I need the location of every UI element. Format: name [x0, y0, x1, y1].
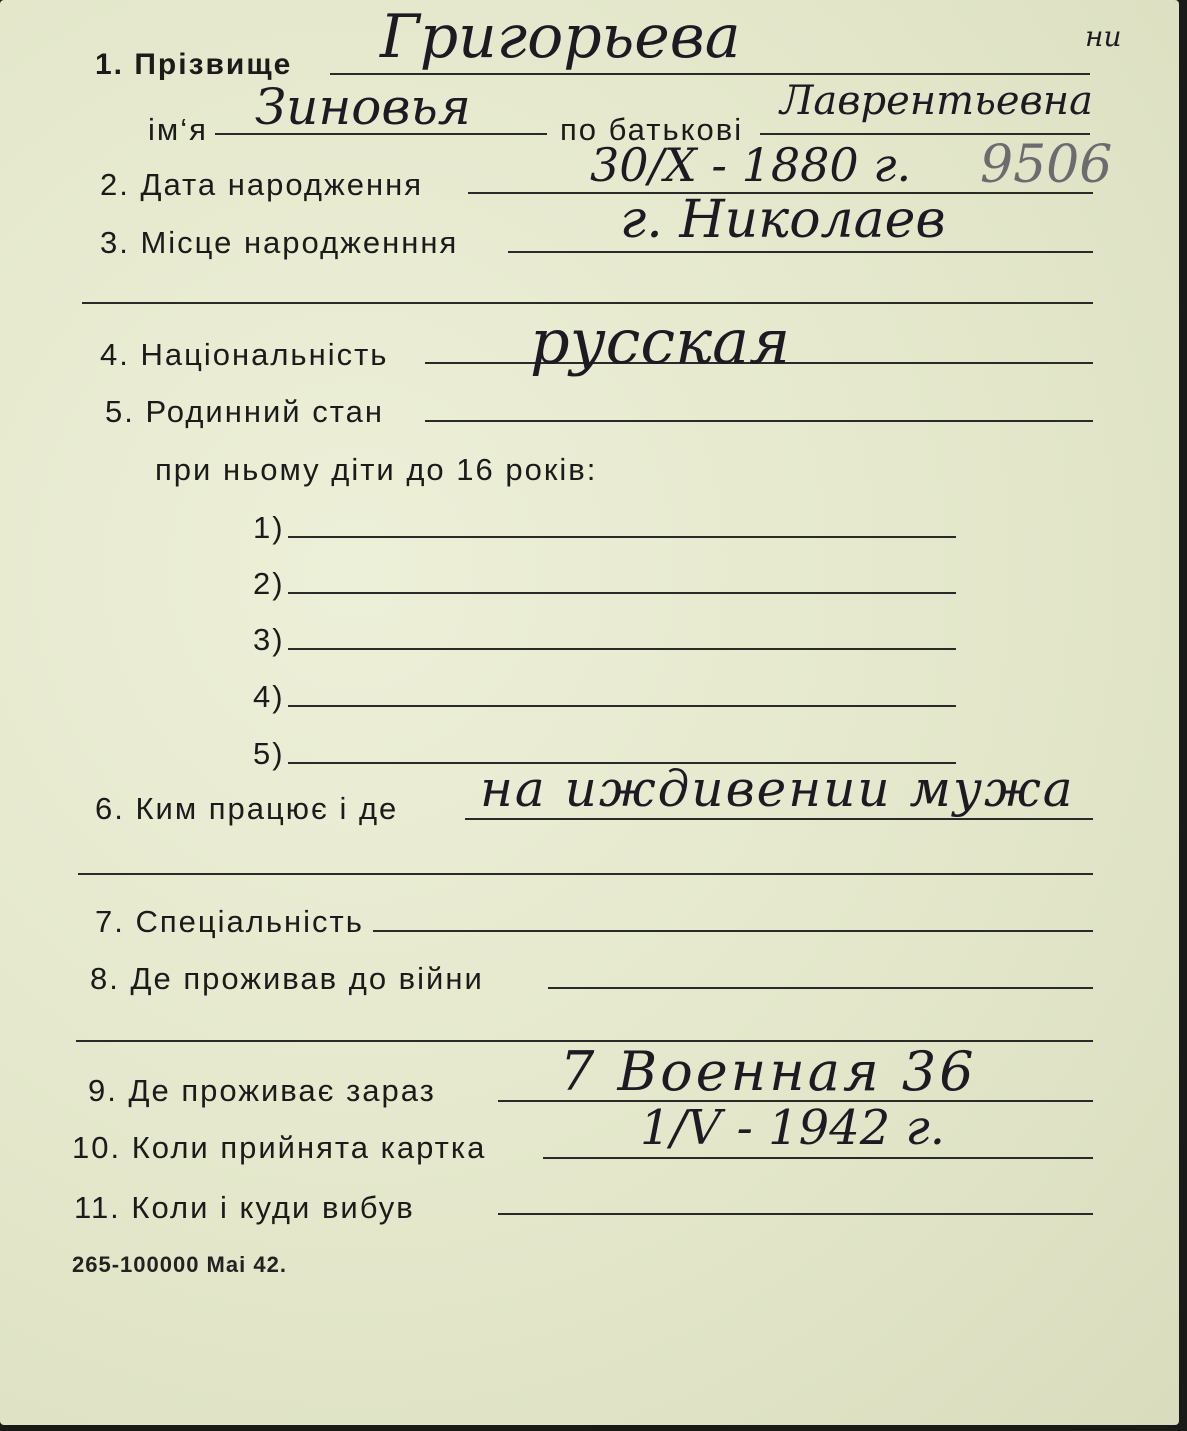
departure-line — [498, 1213, 1093, 1215]
marital-status-label: 5. Родинний стан — [105, 394, 384, 429]
prewar-residence-label: 8. Де проживав до війни — [90, 961, 484, 996]
occupation-line-2 — [78, 873, 1093, 875]
nationality-value: русская — [530, 305, 791, 378]
prewar-residence-line — [548, 987, 1093, 989]
birth-place-line — [508, 251, 1093, 253]
birth-place-label: 3. Місце народженння — [100, 225, 459, 260]
birth-date-extra: 9506 — [980, 135, 1113, 195]
card-accepted-value: 1/V - 1942 г. — [640, 1100, 946, 1156]
surname-label: 1. Прізвище — [95, 48, 293, 81]
first-name-value: Зиновья — [255, 78, 471, 136]
patronymic-label: по батькові — [560, 112, 744, 147]
card-accepted-line — [543, 1157, 1093, 1159]
child-4-line — [288, 705, 956, 707]
departure-label: 11. Коли і куди вибув — [74, 1190, 415, 1225]
specialty-label: 7. Спеціальність — [95, 904, 364, 939]
child-2-label: 2) — [253, 566, 285, 601]
child-5-label: 5) — [253, 736, 285, 771]
print-code: 265-100000 Mai 42. — [72, 1252, 287, 1277]
surname-mark: ни — [1085, 20, 1122, 53]
patronymic-value: Лаврентьевна — [780, 78, 1093, 124]
children-label: при ньому діти до 16 років: — [155, 452, 598, 487]
child-1-label: 1) — [253, 510, 285, 545]
nationality-label: 4. Національність — [100, 337, 389, 372]
child-2-line — [288, 592, 956, 594]
marital-status-line — [425, 420, 1093, 422]
current-residence-label: 9. Де проживає зараз — [88, 1073, 436, 1108]
birth-place-value: г. Николаев — [620, 190, 946, 250]
birth-place-line-2 — [82, 302, 1093, 304]
specialty-line — [373, 930, 1093, 932]
birth-date-value: 30/X - 1880 г. — [590, 138, 912, 192]
child-3-line — [288, 648, 956, 650]
surname-line — [330, 73, 1090, 75]
child-3-label: 3) — [253, 622, 285, 657]
current-residence-value: 7 Военная 36 — [560, 1040, 977, 1103]
occupation-line — [465, 818, 1093, 820]
child-4-label: 4) — [253, 679, 285, 714]
first-name-label: ім‘я — [148, 112, 208, 147]
surname-value: Григорьева — [380, 2, 741, 72]
occupation-value: на иждивении мужа — [480, 760, 1075, 818]
birth-date-label: 2. Дата народження — [100, 167, 423, 202]
child-1-line — [288, 536, 956, 538]
occupation-label: 6. Ким працює і де — [95, 791, 399, 826]
card-accepted-label: 10. Коли прийнята картка — [72, 1130, 487, 1165]
